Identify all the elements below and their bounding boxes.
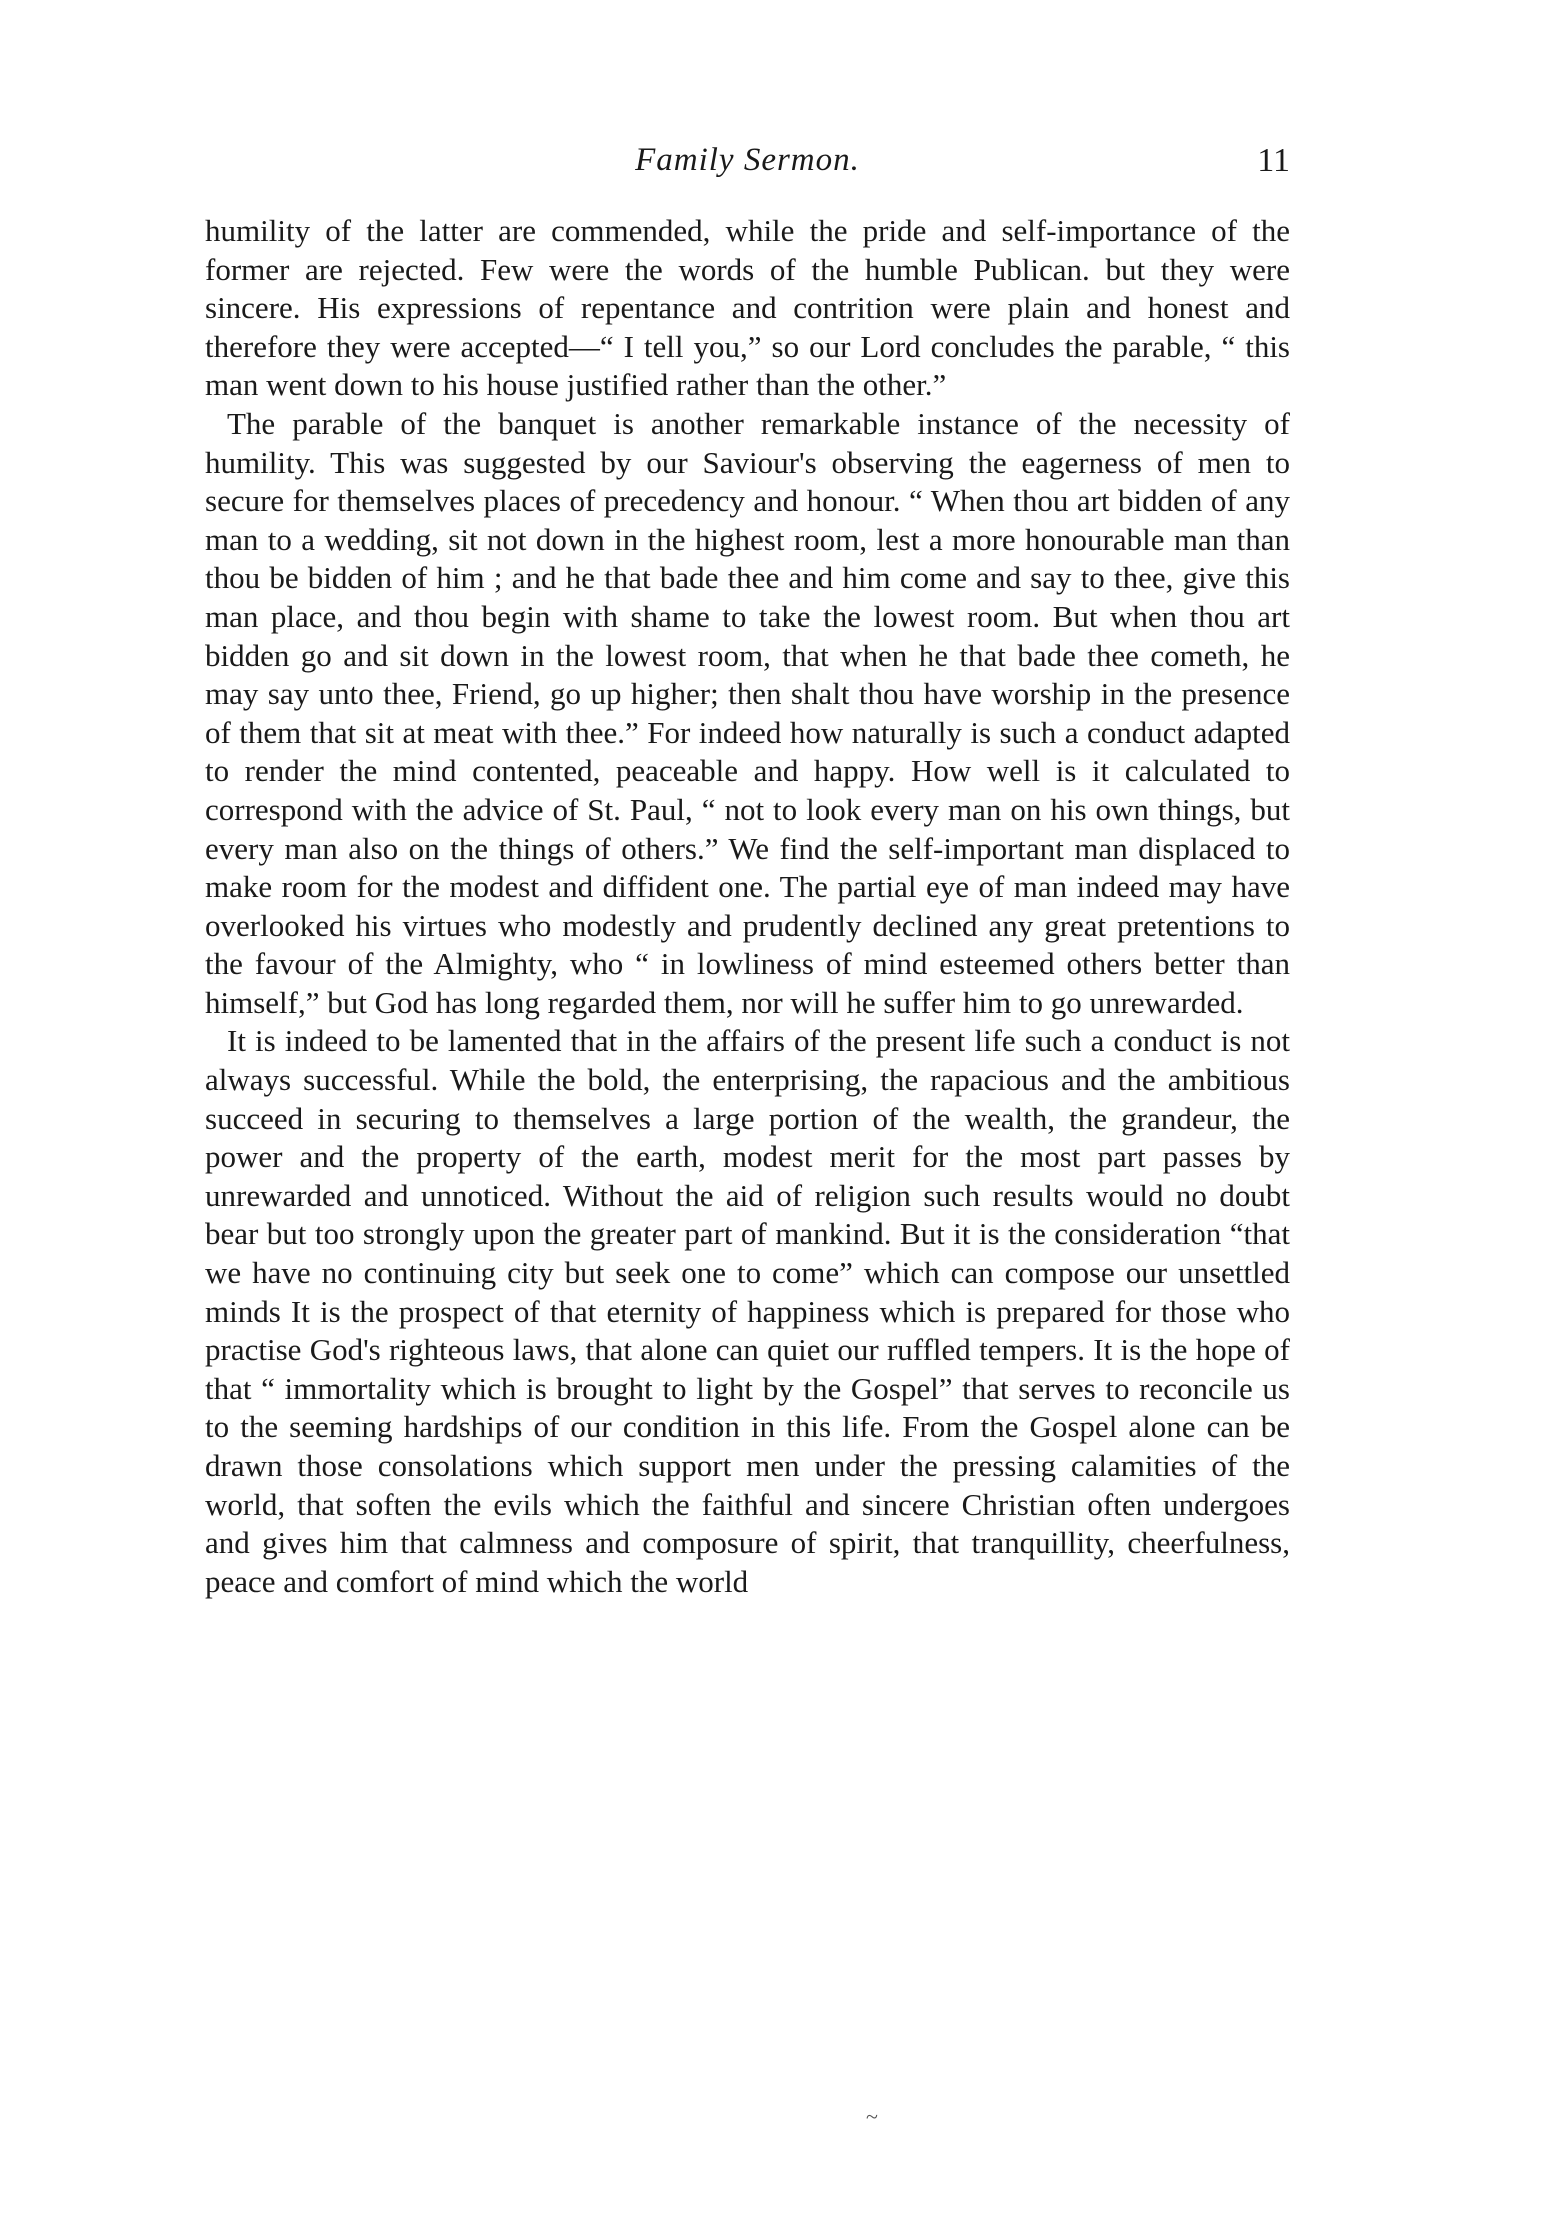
- footer-mark: ~: [866, 2104, 878, 2129]
- page-number: 11: [1257, 142, 1290, 179]
- paragraph-banquet: The parable of the banquet is another remarkable instance of the necessity of humility. This was suggested by our Saviour's observing the eagerness of men to secure for themselves places of precedency and honour. “ When thou art bidden of any man to a wedding, sit not down in the highest room, lest a more honourable man than thou be bidden of him ; and he that bade thee and him come and say to thee, give this man place, and thou begin with shame to take the lowest room. But when thou art bidden go and sit down in the lowest room, that when he that bade thee cometh, he may say unto thee, Friend, go up higher; then shalt thou have worship in the presence of them that sit at meat with thee.” For indeed how naturally is such a conduct adapted to render the mind contented, peaceable and happy. How well is it calculated to correspond with the advice of St. Paul, “ not to look every man on his own things, but every man also on the things of others.” We find the self-important man displaced to make room for the modest and diffident one. The partial eye of man indeed may have overlooked his virtues who modestly and prudently declined any great pretentions to the favour of the Almighty, who “ in lowliness of mind esteemed others better than himself,” but God has long regarded them, nor will he suffer him to go unrewarded.: [205, 405, 1290, 1020]
- running-title: Family Sermon.: [635, 142, 860, 178]
- paragraph-lamented: It is indeed to be lamented that in the affairs of the present life such a conduct is not always successful. While the bold, the enterprising, the rapacious and the ambitious succeed in securing to themselves a large portion of the wealth, the grandeur, the power and the property of the earth, modest merit for the most part passes by unrewarded and unnoticed. Without the aid of religion such results would no doubt bear but too strongly upon the greater part of mankind. But it is the consideration “that we have no continuing city but seek one to come” which can compose our unsettled minds It is the prospect of that eternity of happiness which is prepared for those who practise God's righteous laws, that alone can quiet our ruffled tempers. It is the hope of that “ immortality which is brought to light by the Gospel” that serves to reconcile us to the seeming hardships of our condition in this life. From the Gospel alone can be drawn those consolations which support men under the pressing calamities of the world, that soften the evils which the faithful and sincere Christian often undergoes and gives him that calmness and composure of spirit, that tranquillity, cheerfulness, peace and comfort of mind which the world: [205, 1023, 1290, 1599]
- paragraph-continued: humility of the latter are commended, while the pride and self-importance of the former are rejected. Few were the words of the humble Publican. but they were sincere. His expressions of repentance and contrition were plain and honest and therefore they were accepted—“ I tell you,” so our Lord concludes the parable, “ this man went down to his house justified rather than the other.”: [205, 213, 1290, 403]
- page-header: [205, 142, 1290, 192]
- body-text: [205, 212, 1290, 1601]
